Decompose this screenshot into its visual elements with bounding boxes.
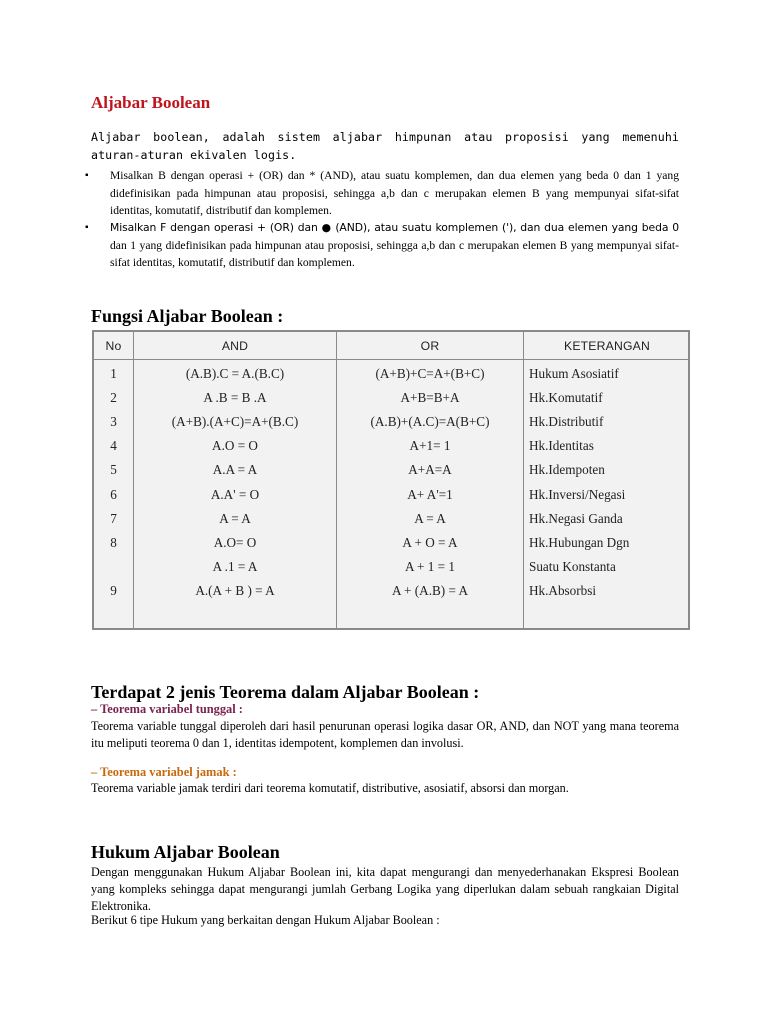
subheading-variabel-tunggal: – Teorema variabel tunggal : — [91, 702, 243, 716]
paragraph-variabel-tunggal: Teorema variable tunggal diperoleh dari hasil penurunan operasi logika dasar OR, AND, dan NOT yang mana teorema itu meliputi teorema 0 dan 1, identitas idempotent, komplemen dan involusi. — [91, 719, 679, 750]
bullet-rest-2: dan 1 yang didefinisikan pada himpunan atau proposisi, sehingga a,b dan c merupakan elemen B yang mempunyai sifat-sifat identitas, komutatif, distributif dan komplemen. — [110, 238, 679, 269]
table-cell-and: (A.B).C = A.(B.C) — [185, 366, 285, 381]
table-cell-or: A + O = A — [402, 535, 458, 550]
table-cell-and: A.O= O — [213, 535, 257, 550]
bullet-text-2 — [110, 219, 679, 272]
subheading-variabel-jamak: – Teorema variabel jamak : — [91, 765, 237, 779]
table-cell-keterangan: Hk.Absorbsi — [529, 583, 597, 598]
section-title-hukum: Hukum Aljabar Boolean — [91, 842, 280, 862]
table-cell-keterangan: Hk.Distributif — [529, 414, 604, 429]
bullet-item-1 — [85, 167, 679, 220]
table-cell-no: 6 — [110, 487, 117, 502]
paragraph-hukum: Dengan menggunakan Hukum Aljabar Boolean ini, kita dapat mengurangi dan menyederhanakan Ekspresi Boolean yang kompleks sehingga dapat mengurangi jumlah Gerbang Logika yang diperlukan dalam sebuah rangkaian Digital Elektronika. — [91, 865, 679, 913]
bullet-square-icon: ▪ — [85, 170, 89, 181]
table-cell-or: A+B=B+A — [400, 390, 460, 405]
table-divider — [523, 332, 524, 628]
table-cell-no: 7 — [110, 511, 117, 526]
paragraph-variabel-jamak: Teorema variable jamak terdiri dari teorema komutatif, distributive, asosiatif, absorsi dan morgan. — [91, 781, 569, 795]
table-header-no: No — [105, 339, 122, 353]
table-cell-no: 2 — [110, 390, 117, 405]
table-header-or: OR — [420, 339, 440, 353]
paragraph-hukum-tipe: Berikut 6 tipe Hukum yang berkaitan dengan Hukum Aljabar Boolean : — [91, 913, 440, 927]
table-cell-or: A+ A'=1 — [407, 487, 453, 502]
table-cell-no: 8 — [110, 535, 117, 550]
section-title-fungsi: Fungsi Aljabar Boolean : — [91, 306, 284, 326]
table-cell-keterangan: Hukum Asosiatif — [529, 366, 619, 381]
table-cell-and: A .B = B .A — [203, 390, 267, 405]
boolean-table — [92, 330, 690, 630]
table-cell-and: A.A' = O — [210, 487, 260, 502]
table-cell-and: A.O = O — [212, 438, 258, 453]
table-cell-and: A .1 = A — [212, 559, 258, 574]
table-cell-or: (A+B)+C=A+(B+C) — [375, 366, 485, 381]
table-cell-keterangan: Hk.Inversi/Negasi — [529, 487, 626, 502]
bullet-item-2 — [85, 219, 679, 272]
bullet-text-1: Misalkan B dengan operasi + (OR) dan * (AND), atau suatu komplemen, dan dua elemen yang beda 0 dan 1 yang didefinisikan pada himpunan atau proposisi, sehingga a,b dan c merupakan elemen B yang mempunyai sifat-sifat identitas, komutatif, distributif dan komplemen. — [110, 169, 679, 217]
table-cell-keterangan: Hk.Komutatif — [529, 390, 603, 405]
table-cell-or: (A.B)+(A.C)=A(B+C) — [370, 414, 490, 429]
table-cell-no: 1 — [110, 366, 117, 381]
table-header-and: AND — [221, 339, 249, 353]
table-cell-keterangan: Hk.Identitas — [529, 438, 594, 453]
table-cell-or: A+A=A — [408, 462, 452, 477]
table-cell-no: 9 — [110, 583, 117, 598]
table-cell-or: A+1= 1 — [409, 438, 451, 453]
bullet-lead-2: Misalkan F dengan operasi + (OR) dan ● (AND), atau suatu komplemen ('), dan dua elemen yang beda 0 — [110, 221, 679, 234]
table-cell-keterangan: Suatu Konstanta — [529, 559, 616, 574]
table-cell-or: A + 1 = 1 — [404, 559, 456, 574]
table-cell-and: A.(A + B ) = A — [195, 583, 275, 598]
table-cell-and: A.A = A — [212, 462, 258, 477]
table-cell-no: 3 — [110, 414, 117, 429]
table-cell-keterangan: Hk.Hubungan Dgn — [529, 535, 630, 550]
table-cell-keterangan: Hk.Negasi Ganda — [529, 511, 623, 526]
table-cell-no: 4 — [110, 438, 117, 453]
intro-paragraph: Aljabar boolean, adalah sistem aljabar himpunan atau proposisi yang memenuhi aturan-aturan ekivalen logis. — [91, 130, 679, 162]
table-cell-or: A = A — [414, 511, 446, 526]
table-cell-keterangan: Hk.Idempoten — [529, 462, 605, 477]
bullet-square-icon: ▪ — [85, 222, 89, 233]
section-title-aljabar-boolean: Aljabar Boolean — [91, 93, 211, 112]
table-cell-and: A = A — [219, 511, 251, 526]
table-cell-no: 5 — [110, 462, 117, 477]
table-header-divider — [94, 359, 688, 360]
table-header-keterangan: KETERANGAN — [564, 339, 650, 353]
table-cell-and: (A+B).(A+C)=A+(B.C) — [171, 414, 299, 429]
table-cell-or: A + (A.B) = A — [391, 583, 469, 598]
section-title-teorema: Terdapat 2 jenis Teorema dalam Aljabar Boolean : — [91, 682, 480, 702]
